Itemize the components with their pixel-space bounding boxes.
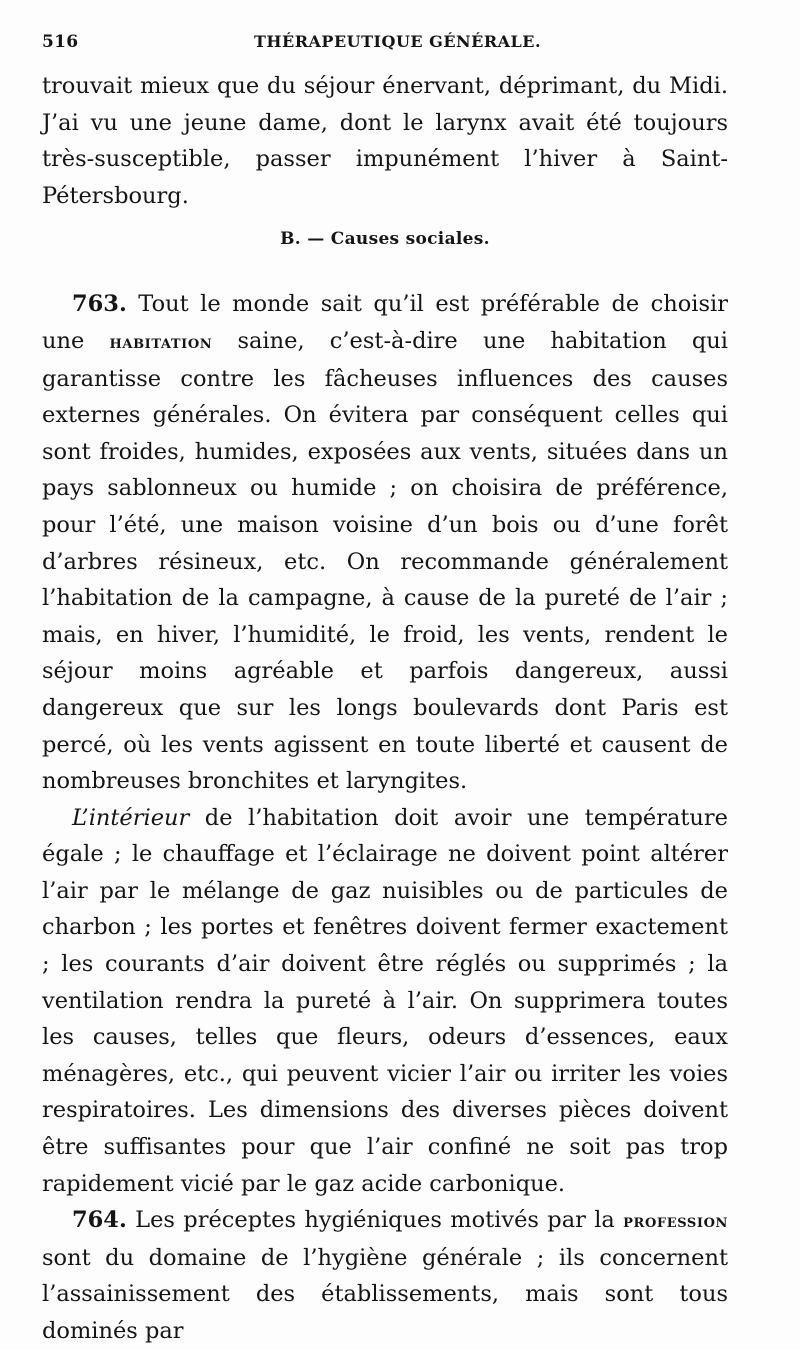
paragraph-763-text-rest: saine, c’est-à-dire une habitation qui garantisse contre les fâcheuses influences des causes externes générales. On évitera par conséquent celles qui sont froides, humides, exposées aux vents, situées dans un pays sablonneux ou humide ; on choisira de préférence, pour l’été, une maison voisine d’un bois ou d’une forêt d’arbres résineux, etc. On recommande généralement l’habitation de la campagne, à cause de la pureté de l’air ; mais, en hiver, l’humidité, le froid, les vents, rendent le séjour moins agréable et parfois dangereux, aussi dangereux que sur les longs boulevards dont Paris est percé, où les vents agissent en toute liberté et causent de nombreuses bronchites et laryngites. bbox=[42, 327, 728, 795]
page-header bbox=[42, 32, 728, 68]
keyword-habitation-text: habitation bbox=[109, 330, 213, 353]
page-number: 516 bbox=[42, 32, 79, 52]
keyword-profession bbox=[623, 1210, 728, 1232]
keyword-habitation bbox=[110, 331, 213, 353]
section-spacer bbox=[42, 264, 728, 286]
page-body bbox=[42, 68, 728, 1350]
intro-paragraph: trouvait mieux que du séjour énervant, déprimant, du Midi. J’ai vu une jeune dame, dont le larynx avait été toujours très-susceptible, passer impunément l’hiver à Saint-Pétersbourg. bbox=[42, 73, 728, 209]
paragraph-interieur bbox=[42, 800, 728, 1203]
paragraph-763-text-start: Tout le monde sait qu’il est préférable de choisir une bbox=[42, 291, 728, 354]
paragraph-764-text-start: Les préceptes hygiéniques motivés par la bbox=[126, 1207, 624, 1234]
paragraph-763 bbox=[42, 286, 728, 799]
paragraph-764 bbox=[42, 1202, 728, 1349]
paragraph-number-763: 763. bbox=[72, 291, 127, 318]
section-title: B. — Causes sociales. bbox=[280, 229, 490, 250]
paragraph-interieur-lead: L’intérieur bbox=[72, 804, 190, 831]
paragraph-interieur-text: de l’habitation doit avoir une température égale ; le chauffage et l’éclairage ne doivent point altérer l’air par le mélange de gaz nuisibles ou de particules de charbon ; les portes et fenêtres doivent fermer exactement ; les courants d’air doivent être réglés ou supprimés ; la ventilation rendra la pureté à l’air. On supprimera toutes les causes, telles que fleurs, odeurs d’essences, eaux ménagères, etc., qui peuvent vicier l’air ou irriter les voies respiratoires. Les dimensions des diverses pièces doivent être suffisantes pour que l’air confiné ne soit pas trop rapidement vicié par le gaz acide carbonique. bbox=[42, 804, 728, 1197]
keyword-profession-text: profession bbox=[623, 1210, 728, 1233]
running-head: THÉRAPEUTIQUE GÉNÉRALE. bbox=[254, 32, 542, 51]
paragraph-764-text-rest: sont du domaine de l’hygiène générale ; ils concernent l’assainissement des établissements, mais sont tous dominés par bbox=[42, 1244, 728, 1344]
paragraph-number-764: 764. bbox=[72, 1207, 127, 1234]
